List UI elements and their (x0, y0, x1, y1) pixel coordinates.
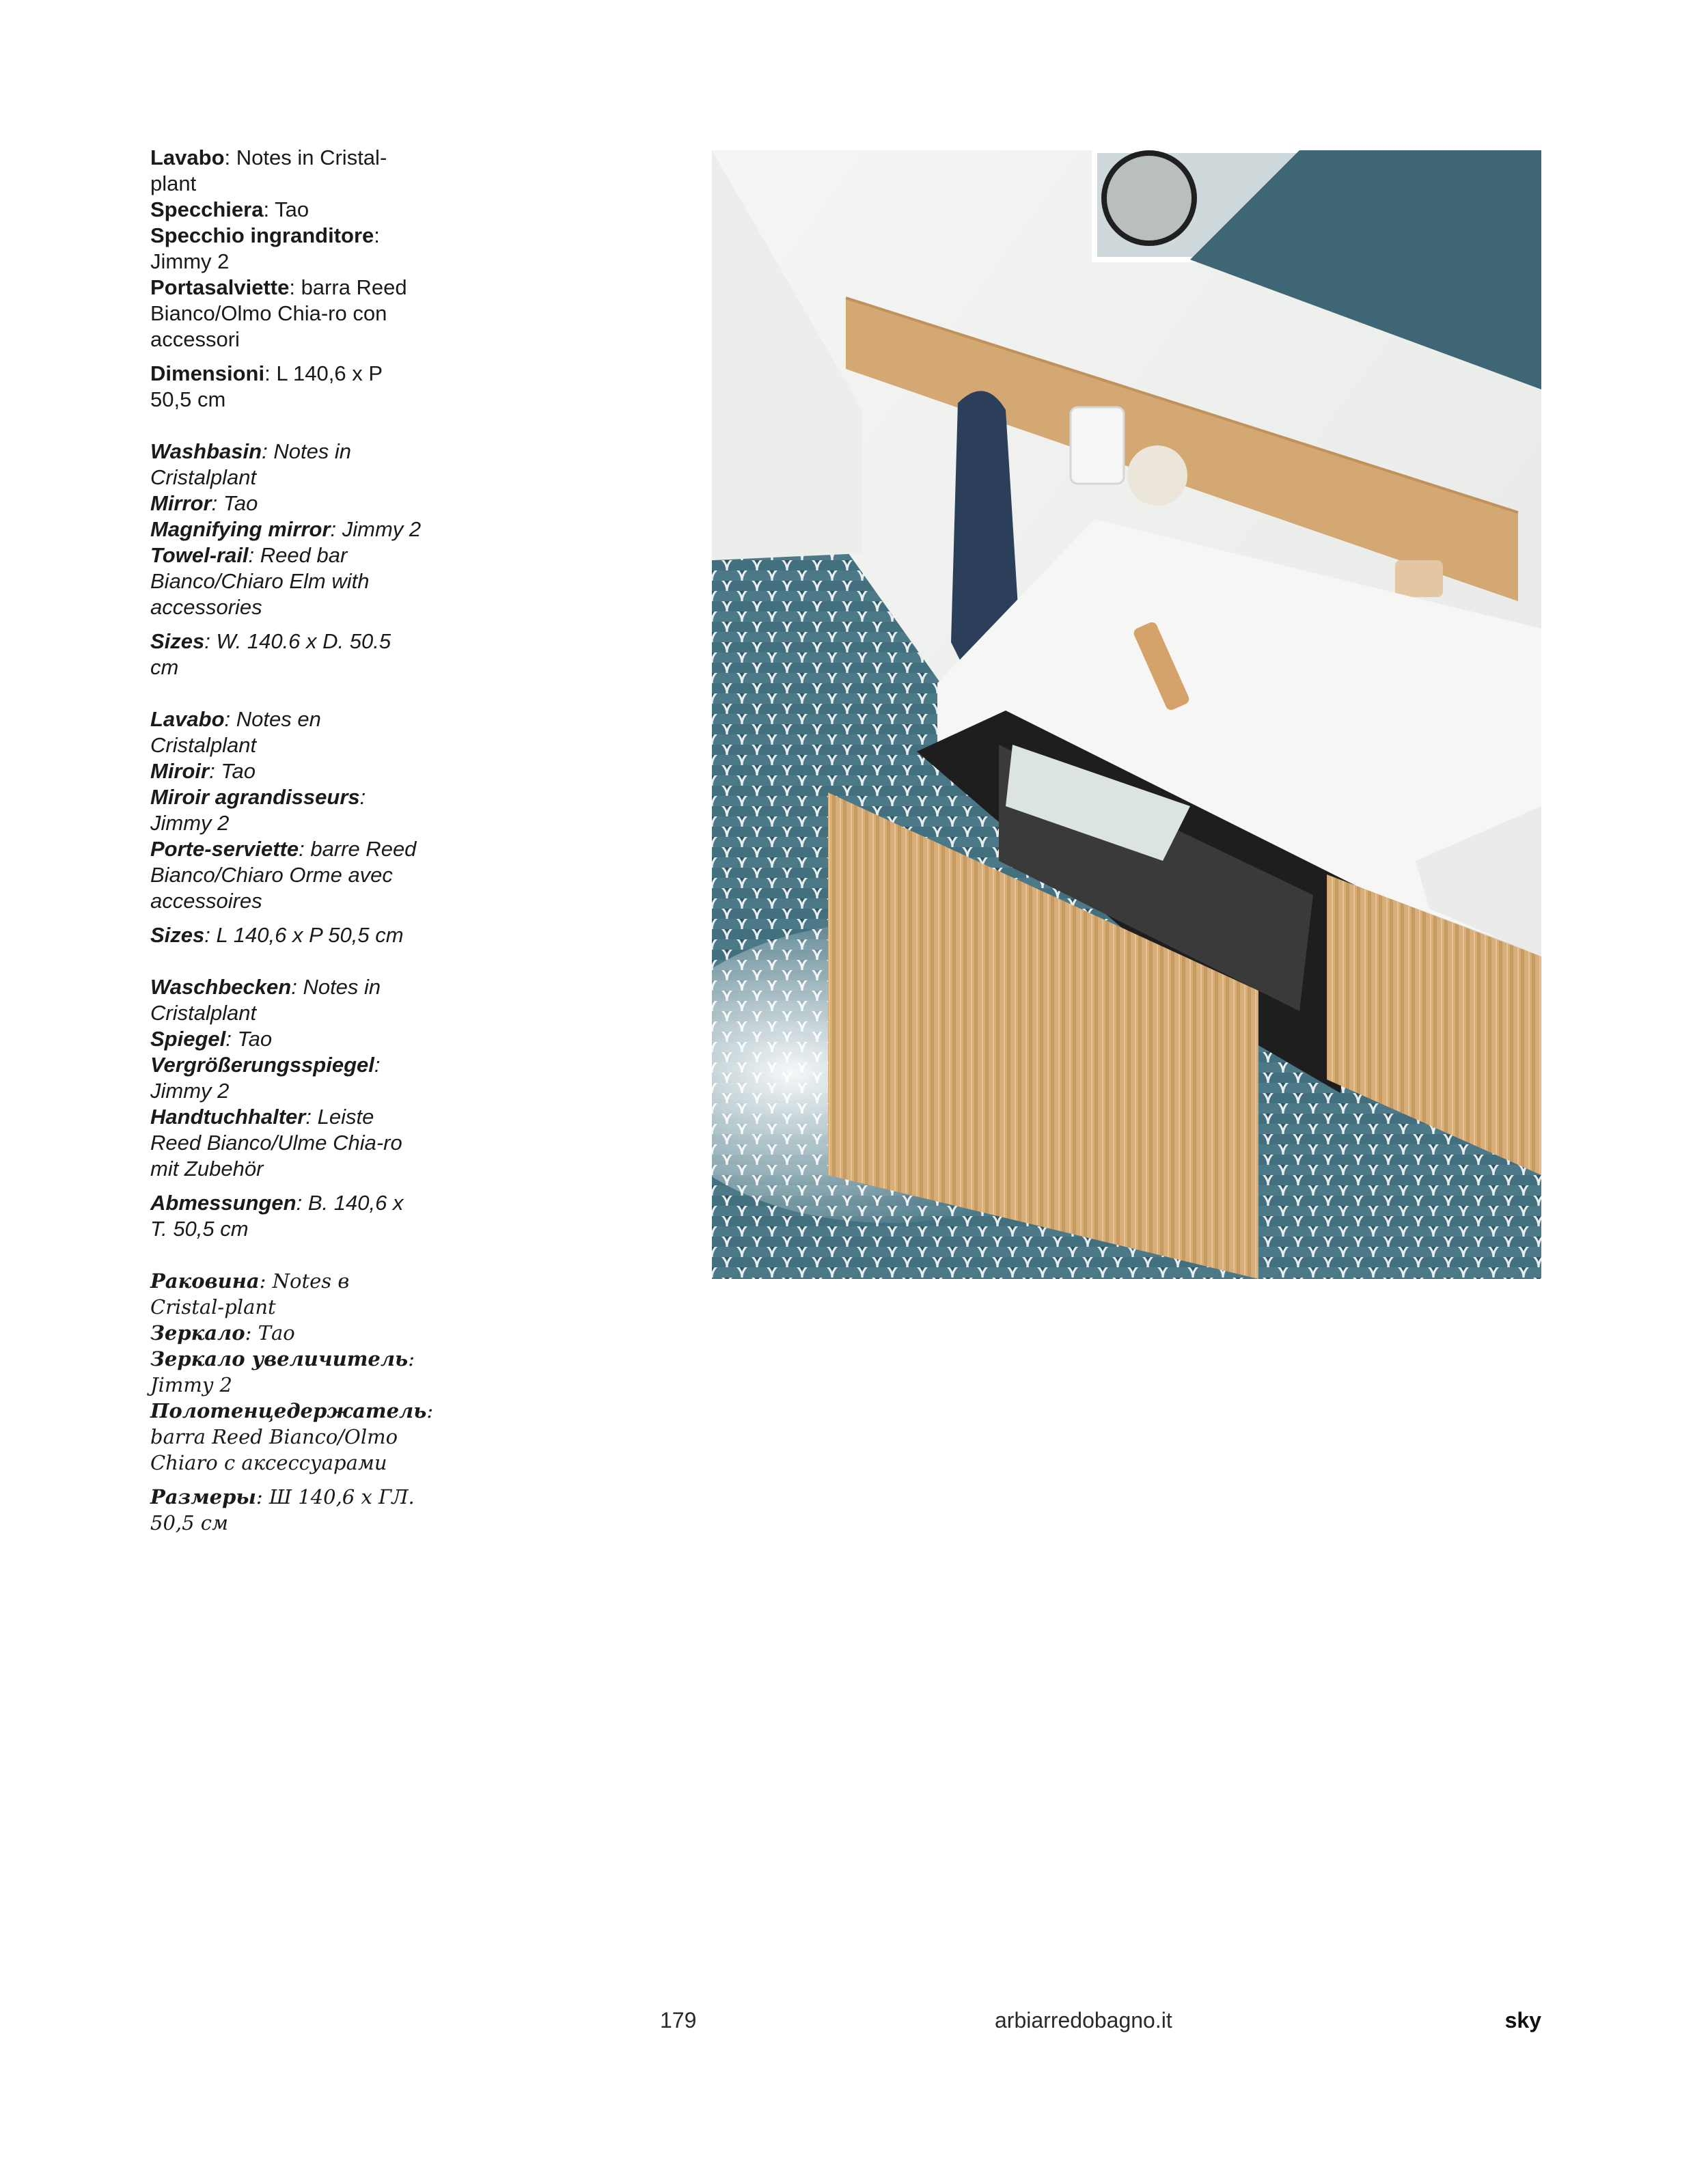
spec-magnifier: Vergrößerungsspiegel: Jimmy 2 (150, 1053, 381, 1103)
spec-dimensions: Sizes: L 140,6 x P 50,5 cm (150, 923, 404, 947)
spec-mirror: Spiegel: Tao (150, 1027, 273, 1051)
spec-magnifier: Specchio ingranditore: Jimmy 2 (150, 223, 380, 273)
bathroom-photo (712, 150, 1541, 1279)
spec-mirror: Miroir: Tao (150, 759, 256, 783)
spec-magnifier: Magnifying mirror: Jimmy 2 (150, 517, 422, 541)
spec-towel-rail: Handtuchhalter: Leiste Reed Bianco/Ulme Chia-ro mit Zubehör (150, 1105, 402, 1181)
spec-dimensions: Abmessungen: B. 140,6 x T. 50,5 cm (150, 1191, 404, 1241)
page-number: 179 (660, 2008, 697, 2033)
spec-magnifier: Miroir agrandisseurs: Jimmy 2 (150, 785, 366, 835)
spec-towel-rail: Porte-serviette: barre Reed Bianco/Chiaro Orme avec accessoires (150, 837, 417, 913)
spec-washbasin: Waschbecken: Notes in Cristalplant (150, 975, 381, 1025)
collection-name: sky (1504, 2008, 1541, 2033)
spec-dimensions: Dimensioni: L 140,6 x P 50,5 cm (150, 361, 383, 411)
spec-dimensions: Размеры: Ш 140,6 x ГЛ. 50,5 см (150, 1485, 415, 1534)
spec-mirror: Mirror: Tao (150, 491, 258, 515)
specs-german (150, 974, 424, 1242)
spec-washbasin: Lavabo: Notes in Cristal-plant (150, 146, 387, 195)
spec-washbasin: Раковина: Notes в Cristal-plant (150, 1269, 350, 1319)
bathroom-illustration (712, 150, 1541, 1279)
spec-towel-rail: Полотенцедержатель: barra Reed Bianco/Olmo Chiaro с аксессуарами (150, 1399, 434, 1474)
spec-towel-rail: Towel-rail: Reed bar Bianco/Chiaro Elm with accessories (150, 543, 370, 619)
specs-italian (150, 145, 424, 413)
spec-mirror: Specchiera: Tao (150, 197, 309, 221)
spec-dimensions: Sizes: W. 140.6 x D. 50.5 cm (150, 629, 391, 679)
specs-english (150, 439, 424, 680)
specs-russian (150, 1268, 434, 1536)
website-url[interactable]: arbiarredobagno.it (995, 2008, 1172, 2033)
spec-magnifier: Зеркало увеличитель: Jimmy 2 (150, 1347, 415, 1396)
spec-towel-rail: Portasalviette: barra Reed Bianco/Olmo Chia-ro con accessori (150, 275, 407, 351)
spec-washbasin: Lavabo: Notes en Cristalplant (150, 707, 321, 757)
specs-french (150, 706, 424, 948)
spec-washbasin: Washbasin: Notes in Cristalplant (150, 439, 352, 489)
product-specs (150, 145, 434, 1536)
spec-mirror: Зеркало: Тао (150, 1321, 295, 1345)
